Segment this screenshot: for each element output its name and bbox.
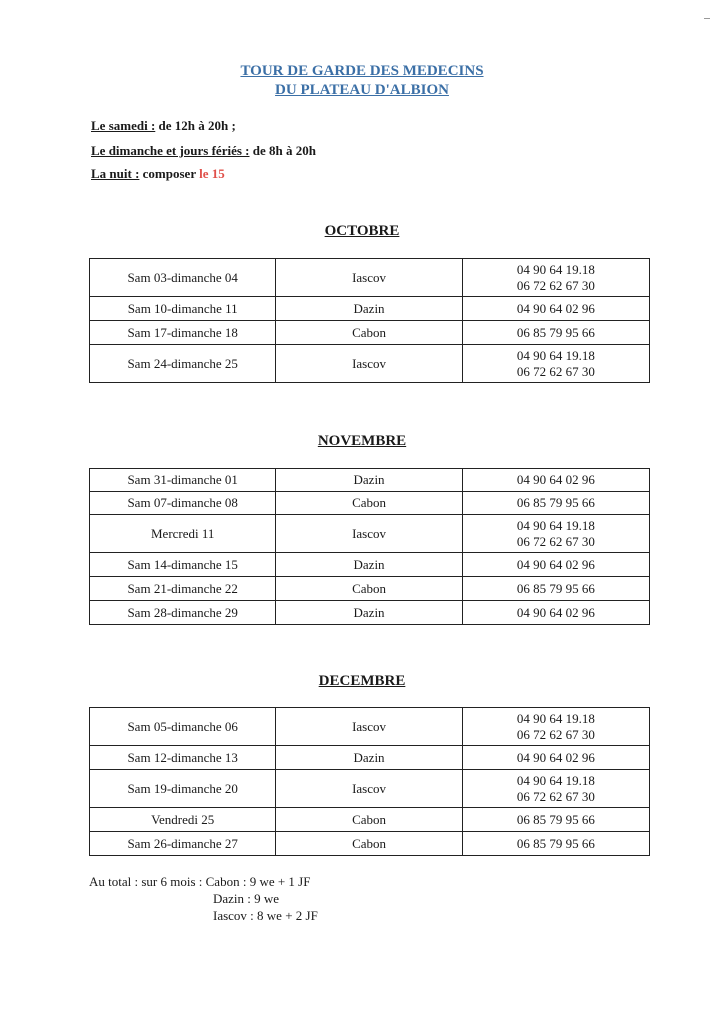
phone-cell bbox=[462, 601, 649, 625]
phone-number: 04 90 64 02 96 bbox=[516, 300, 595, 316]
hours-text: de 12h à 20h ; bbox=[155, 118, 236, 133]
phone-cell bbox=[462, 746, 649, 770]
doctor-cell: Iascov bbox=[276, 708, 462, 746]
date-cell: Sam 03-dimanche 04 bbox=[90, 259, 276, 297]
table-row bbox=[90, 577, 650, 601]
month-title-decembre: DECEMBRE bbox=[318, 673, 406, 689]
table-row bbox=[90, 808, 650, 832]
phone-number: 04 90 64 19.18 bbox=[516, 772, 595, 788]
hours-saturday bbox=[91, 118, 236, 134]
doctor-cell: Cabon bbox=[276, 492, 462, 515]
date-cell: Sam 26-dimanche 27 bbox=[90, 832, 276, 856]
totals-summary bbox=[89, 873, 318, 924]
month-title-octobre: OCTOBRE bbox=[324, 223, 400, 239]
schedule-table-decembre bbox=[89, 707, 650, 856]
doctor-cell: Cabon bbox=[276, 832, 462, 856]
table-row bbox=[90, 832, 650, 856]
phone-cell bbox=[462, 345, 649, 383]
hours-sunday bbox=[91, 143, 316, 159]
table-row bbox=[90, 469, 650, 492]
table-row bbox=[90, 770, 650, 808]
date-cell: Sam 19-dimanche 20 bbox=[90, 770, 276, 808]
doctor-cell: Dazin bbox=[276, 553, 462, 577]
date-cell: Sam 12-dimanche 13 bbox=[90, 746, 276, 770]
phone-number: 06 72 62 67 30 bbox=[516, 788, 595, 804]
doctor-cell: Iascov bbox=[276, 770, 462, 808]
date-cell: Sam 24-dimanche 25 bbox=[90, 345, 276, 383]
phone-cell bbox=[462, 321, 649, 345]
table-row bbox=[90, 553, 650, 577]
table-row bbox=[90, 708, 650, 746]
date-cell: Sam 05-dimanche 06 bbox=[90, 708, 276, 746]
phone-number: 04 90 64 19.18 bbox=[516, 347, 595, 363]
phone-cell bbox=[462, 770, 649, 808]
phone-number: 04 90 64 19.18 bbox=[516, 517, 595, 533]
phone-number: 04 90 64 02 96 bbox=[516, 749, 595, 765]
table-row bbox=[90, 259, 650, 297]
date-cell: Sam 10-dimanche 11 bbox=[90, 297, 276, 321]
table-row bbox=[90, 492, 650, 515]
phone-cell bbox=[462, 469, 649, 492]
hours-label: La nuit : bbox=[91, 166, 140, 181]
phone-number: 04 90 64 19.18 bbox=[516, 710, 595, 726]
phone-number: 06 85 79 95 66 bbox=[516, 580, 595, 596]
phone-cell bbox=[462, 492, 649, 515]
doctor-cell: Dazin bbox=[276, 469, 462, 492]
phone-number: 06 72 62 67 30 bbox=[516, 726, 595, 742]
phone-number: 06 85 79 95 66 bbox=[516, 495, 595, 510]
phone-number: 06 85 79 95 66 bbox=[516, 811, 595, 827]
phone-cell bbox=[462, 515, 649, 553]
phone-number: 04 90 64 02 96 bbox=[516, 604, 595, 620]
phone-cell bbox=[462, 577, 649, 601]
date-cell: Mercredi 11 bbox=[90, 515, 276, 553]
doctor-cell: Iascov bbox=[276, 515, 462, 553]
phone-cell bbox=[462, 297, 649, 321]
table-row bbox=[90, 345, 650, 383]
title-line-2: DU PLATEAU D'ALBION bbox=[275, 82, 449, 98]
hours-text: de 8h à 20h bbox=[249, 143, 316, 158]
emergency-number: le 15 bbox=[199, 166, 225, 181]
doctor-cell: Iascov bbox=[276, 259, 462, 297]
table-row bbox=[90, 746, 650, 770]
doctor-cell: Dazin bbox=[276, 297, 462, 321]
schedule-table-octobre bbox=[89, 258, 650, 383]
date-cell: Sam 07-dimanche 08 bbox=[90, 492, 276, 515]
scan-mark bbox=[704, 18, 710, 19]
table-row bbox=[90, 297, 650, 321]
hours-night bbox=[91, 166, 225, 182]
date-cell: Sam 31-dimanche 01 bbox=[90, 469, 276, 492]
totals-line-cabon: Au total : sur 6 mois : Cabon : 9 we + 1 JF bbox=[89, 874, 311, 889]
date-cell: Sam 14-dimanche 15 bbox=[90, 553, 276, 577]
hours-text: composer bbox=[139, 166, 200, 181]
doctor-cell: Dazin bbox=[276, 746, 462, 770]
month-title-novembre: NOVEMBRE bbox=[317, 433, 407, 449]
phone-number: 06 85 79 95 66 bbox=[516, 835, 595, 851]
date-cell: Sam 17-dimanche 18 bbox=[90, 321, 276, 345]
table-row bbox=[90, 321, 650, 345]
phone-number: 04 90 64 02 96 bbox=[516, 556, 595, 572]
phone-number: 06 72 62 67 30 bbox=[516, 363, 595, 379]
totals-line-dazin: Dazin : 9 we bbox=[213, 891, 280, 906]
page-title bbox=[0, 62, 724, 100]
phone-cell bbox=[462, 708, 649, 746]
hours-label: Le dimanche et jours fériés : bbox=[91, 143, 250, 158]
phone-cell bbox=[462, 832, 649, 856]
phone-cell bbox=[462, 259, 649, 297]
phone-number: 06 72 62 67 30 bbox=[516, 277, 595, 293]
date-cell: Vendredi 25 bbox=[90, 808, 276, 832]
doctor-cell: Cabon bbox=[276, 808, 462, 832]
doctor-cell: Dazin bbox=[276, 601, 462, 625]
doctor-cell: Cabon bbox=[276, 321, 462, 345]
table-row bbox=[90, 601, 650, 625]
phone-number: 06 72 62 67 30 bbox=[516, 533, 595, 549]
doctor-cell: Iascov bbox=[276, 345, 462, 383]
totals-line-iascov: Iascov : 8 we + 2 JF bbox=[213, 908, 318, 923]
phone-cell bbox=[462, 808, 649, 832]
phone-number: 04 90 64 02 96 bbox=[516, 472, 595, 487]
hours-label: Le samedi : bbox=[91, 118, 156, 133]
phone-number: 04 90 64 19.18 bbox=[516, 261, 595, 277]
doctor-cell: Cabon bbox=[276, 577, 462, 601]
phone-number: 06 85 79 95 66 bbox=[516, 324, 595, 340]
title-line-1: TOUR DE GARDE DES MEDECINS bbox=[240, 63, 484, 79]
table-row bbox=[90, 515, 650, 553]
date-cell: Sam 21-dimanche 22 bbox=[90, 577, 276, 601]
date-cell: Sam 28-dimanche 29 bbox=[90, 601, 276, 625]
schedule-table-novembre bbox=[89, 468, 650, 625]
phone-cell bbox=[462, 553, 649, 577]
